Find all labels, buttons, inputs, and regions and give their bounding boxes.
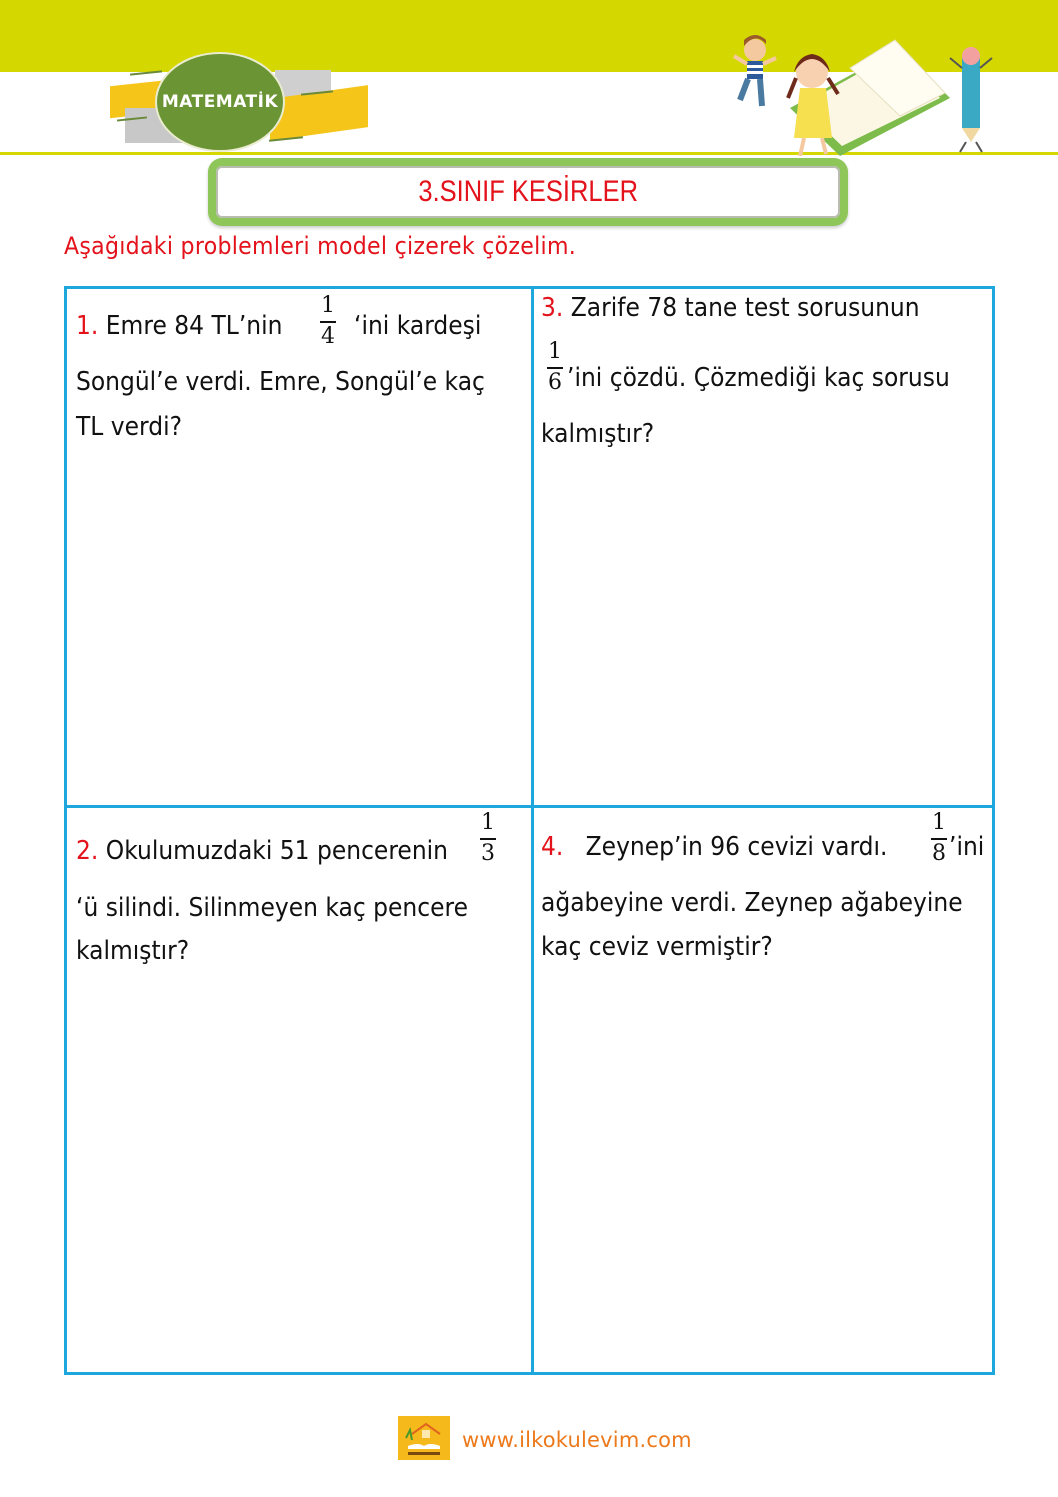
problem-cell-2 (76, 808, 526, 1368)
problem-text: ‘ini kardeşi (354, 311, 482, 341)
problem-text: Zeynep’in 96 cevizi vardı. (585, 832, 888, 862)
grid-divider-vertical (531, 289, 534, 1372)
fraction: 1 6 (548, 339, 562, 395)
problem-text: ’ini çözdü. Çözmediği kaç sorusu (567, 363, 950, 393)
problem-number: 1. (76, 311, 99, 341)
logo-dash (130, 70, 162, 75)
children-book-illustration (730, 28, 1030, 156)
subject-badge (155, 52, 285, 152)
problem-text: Zarife 78 tane test sorusunun (570, 293, 920, 323)
subject-logo (105, 50, 370, 155)
title-frame (208, 158, 848, 226)
fraction: 1 3 (481, 810, 495, 866)
problem-text: Songül’e verdi. Emre, Songül’e kaç (76, 367, 485, 397)
problem-cell-3 (541, 289, 991, 799)
website-link[interactable]: www.ilkokulevim.com (462, 1428, 692, 1452)
problem-text: kalmıştır? (541, 419, 655, 449)
problem-text: Okulumuzdaki 51 pencerenin (105, 836, 448, 866)
problem-text: kalmıştır? (76, 936, 190, 966)
problem-number: 3. (541, 293, 564, 323)
subject-badge-label: MATEMATİK (161, 92, 279, 112)
ilkokulevim-logo (398, 1416, 450, 1460)
problem-text: ‘ü silindi. Silinmeyen kaç pencere (76, 893, 468, 923)
problem-text: ağabeyine verdi. Zeynep ağabeyine (541, 888, 963, 918)
problem-grid (64, 286, 995, 1375)
fraction: 1 8 (932, 810, 946, 866)
problem-cell-1 (76, 289, 526, 799)
problem-text: Emre 84 TL’nin (105, 311, 283, 341)
instruction-text: Aşağıdaki problemleri model çizerek çözelim. (64, 232, 577, 260)
page-title: 3.SINIF KESİRLER (418, 175, 638, 208)
problem-cell-4 (541, 808, 991, 1368)
problem-number: 4. (541, 832, 564, 862)
problem-text: ’ini (949, 832, 985, 862)
title-inner (216, 166, 840, 218)
fraction: 1 4 (321, 293, 335, 349)
problem-text: TL verdi? (76, 412, 183, 442)
problem-number: 2. (76, 836, 99, 866)
problem-text: kaç ceviz vermiştir? (541, 932, 773, 962)
